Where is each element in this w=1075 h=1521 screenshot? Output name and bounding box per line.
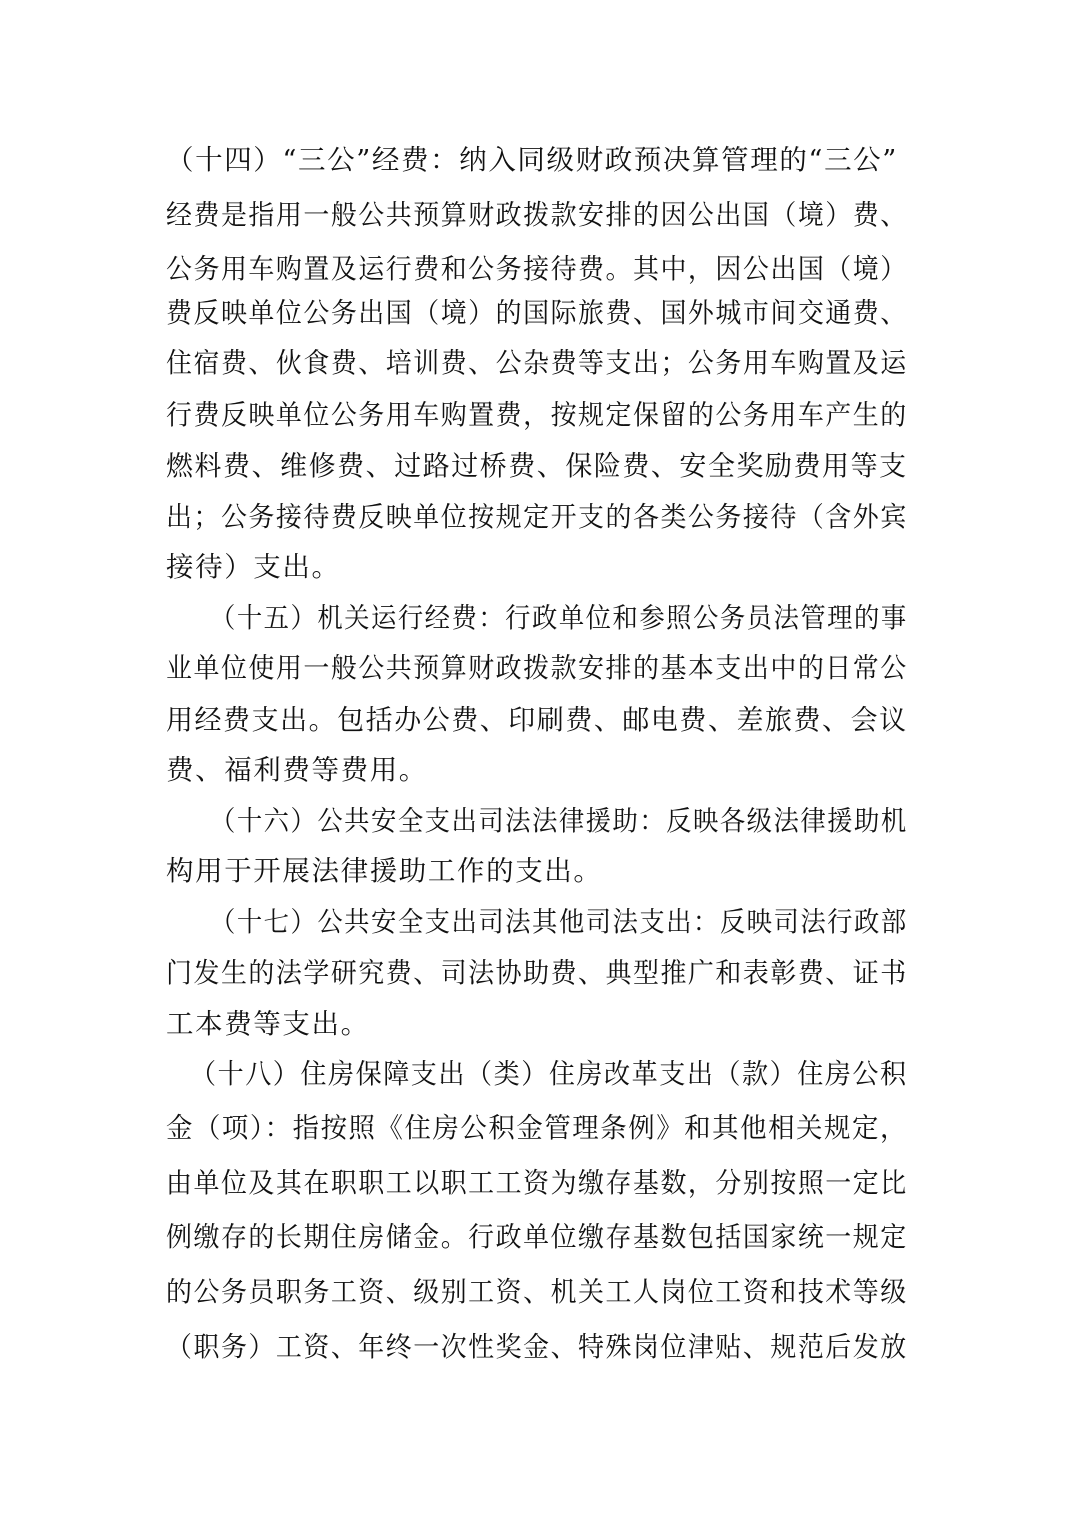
text-line: 费反映单位公务出国（境）的国际旅费、国外城市间交通费、	[166, 297, 908, 329]
text-line: 构用于开展法律援助工作的支出。	[166, 855, 603, 887]
text-line: 由单位及其在职职工以职工工资为缴存基数，分别按照一定比	[166, 1167, 908, 1199]
text-line: 金（项）：指按照《住房公积金管理条例》和其他相关规定，	[166, 1112, 908, 1144]
text-line: 接待）支出。	[166, 551, 341, 583]
paragraph-start-line: （十五）机关运行经费：行政单位和参照公务员法管理的事	[210, 602, 908, 634]
text-line: 出；公务接待费反映单位按规定开支的各类公务接待（含外宾	[166, 501, 908, 533]
text-line: 费、福利费等费用。	[166, 754, 428, 786]
text-line: （十四）“三公”经费：纳入同级财政预决算管理的“三公”	[166, 144, 898, 176]
text-line: 经费是指用一般公共预算财政拨款安排的因公出国（境）费、	[166, 199, 908, 231]
text-line: 的公务员职务工资、级别工资、机关工人岗位工资和技术等级	[166, 1276, 908, 1308]
text-line: 工本费等支出。	[166, 1008, 370, 1040]
text-line: 例缴存的长期住房储金。行政单位缴存基数包括国家统一规定	[166, 1221, 908, 1253]
text-line: （职务）工资、年终一次性奖金、特殊岗位津贴、规范后发放	[166, 1331, 908, 1363]
paragraph-start-line: （十六）公共安全支出司法法律援助：反映各级法律援助机	[210, 805, 908, 837]
text-line: 行费反映单位公务用车购置费，按规定保留的公务用车产生的	[166, 399, 908, 431]
text-line: 业单位使用一般公共预算财政拨款安排的基本支出中的日常公	[166, 652, 908, 684]
paragraph-start-line: （十八）住房保障支出（类）住房改革支出（款）住房公积	[190, 1058, 908, 1090]
text-line: 公务用车购置及运行费和公务接待费。其中，因公出国（境）	[166, 253, 908, 285]
text-line: 燃料费、维修费、过路过桥费、保险费、安全奖励费用等支	[166, 450, 908, 482]
text-line: 用经费支出。包括办公费、印刷费、邮电费、差旅费、会议	[166, 704, 908, 736]
paragraph-start-line: （十七）公共安全支出司法其他司法支出：反映司法行政部	[210, 906, 908, 938]
text-line: 门发生的法学研究费、司法协助费、典型推广和表彰费、证书	[166, 957, 908, 989]
text-line: 住宿费、伙食费、培训费、公杂费等支出；公务用车购置及运	[166, 347, 908, 379]
